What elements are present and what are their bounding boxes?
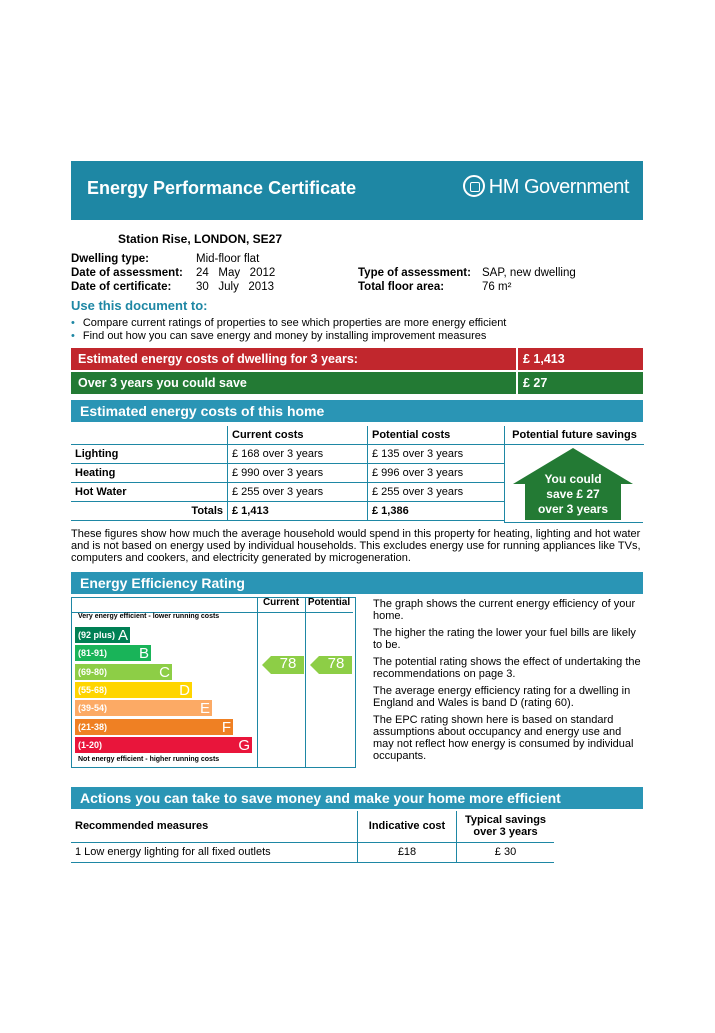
efficiency-text: The higher the rating the lower your fuel bills are likely to be. [373,627,636,651]
hm-government-logo: HM Government [463,176,629,199]
rating-band-d: (55-68) D [75,682,192,698]
estimated-costs-value: £ 1,413 [523,352,565,366]
totals-row: Totals £ 1,413 £ 1,386 [71,502,504,521]
dwelling-type-label: Dwelling type: [71,253,149,265]
property-address: Station Rise, LONDON, SE27 [118,232,283,246]
certificate-date-value: 30 July 2013 [196,281,274,293]
table-row: 1 Low energy lighting for all fixed outlets £18 £ 30 [71,842,554,862]
efficiency-text: The average energy efficiency rating for a dwelling in England and Wales is band D (rating 60). [373,685,631,709]
table-row: Lighting £ 168 over 3 years £ 135 over 3 years [71,445,504,464]
current-header: Current [257,597,305,613]
savings-banner: Over 3 years you could save £ 27 [71,372,643,394]
assessment-date-value: 24 May 2012 [196,267,276,279]
rating-band-f: (21-38) F [75,719,233,735]
assessment-type-label: Type of assessment: [358,267,471,279]
measures-table [71,811,554,863]
savings-house-icon: You could save £ 27 over 3 years [513,448,633,520]
costs-table [71,426,504,521]
assessment-type-value: SAP, new dwelling [482,267,576,279]
rating-band-e: (39-54) E [75,700,212,716]
use-bullet: • Find out how you can save energy and money by installing improvement measures [71,330,487,342]
certificate-date-label: Date of certificate: [71,281,172,293]
table-header-row: Current costs Potential costs [71,426,504,445]
estimated-costs-banner: Estimated energy costs of dwelling for 3 years: £ 1,413 [71,348,643,370]
certificate-header [71,161,643,220]
efficiency-text: The EPC rating shown here is based on standard assumptions about occupancy and energy use and may not reflect how energy is consumed by individual occupants. [373,714,634,762]
potential-header: Potential [305,597,353,613]
rating-band-b: (81-91) B [75,645,151,661]
potential-savings-header: Potential future savings [504,426,644,445]
efficiency-section-title: Energy Efficiency Rating [71,572,643,594]
use-document-title: Use this document to: [71,298,208,313]
table-row: Heating £ 990 over 3 years £ 996 over 3 years [71,464,504,483]
floor-area-label: Total floor area: [358,281,445,293]
dwelling-type-value: Mid-floor flat [196,253,260,265]
actions-section-title: Actions you can take to save money and make your home more efficient [71,787,643,809]
use-bullet: • Compare current ratings of properties to see which properties are more energy efficient [71,317,507,329]
potential-rating: 78 [327,655,345,672]
crest-icon [463,175,485,197]
rating-band-a: (92 plus) A [75,627,130,643]
efficiency-text: The graph shows the current energy efficiency of your home. [373,598,636,622]
current-rating: 78 [279,655,297,672]
costs-section-title: Estimated energy costs of this home [71,400,643,422]
bottom-note: Not energy efficient - higher running costs [78,756,220,763]
top-note: Very energy efficient - lower running costs [78,613,220,620]
efficiency-text: The potential rating shows the effect of undertaking the recommendations on page 3. [373,656,641,680]
floor-area-value: 76 m² [482,281,512,293]
rating-band-c: (69-80) C [75,664,172,680]
costs-note: These figures show how much the average household would spend in this property for heating, lighting and hot water and is not based on energy used by individual households. This excludes energy use for running appliances like TVs, computers and cookers, and electricity generated by microgeneration. [71,528,641,564]
assessment-date-label: Date of assessment: [71,267,183,279]
table-row: Hot Water £ 255 over 3 years £ 255 over 3 years [71,483,504,502]
table-header-row: Recommended measures Indicative cost Typical savings over 3 years [71,811,554,842]
savings-value: £ 27 [523,376,548,390]
rating-band-g: (1-20) G [75,737,252,753]
certificate-title: Energy Performance Certificate [87,178,357,198]
